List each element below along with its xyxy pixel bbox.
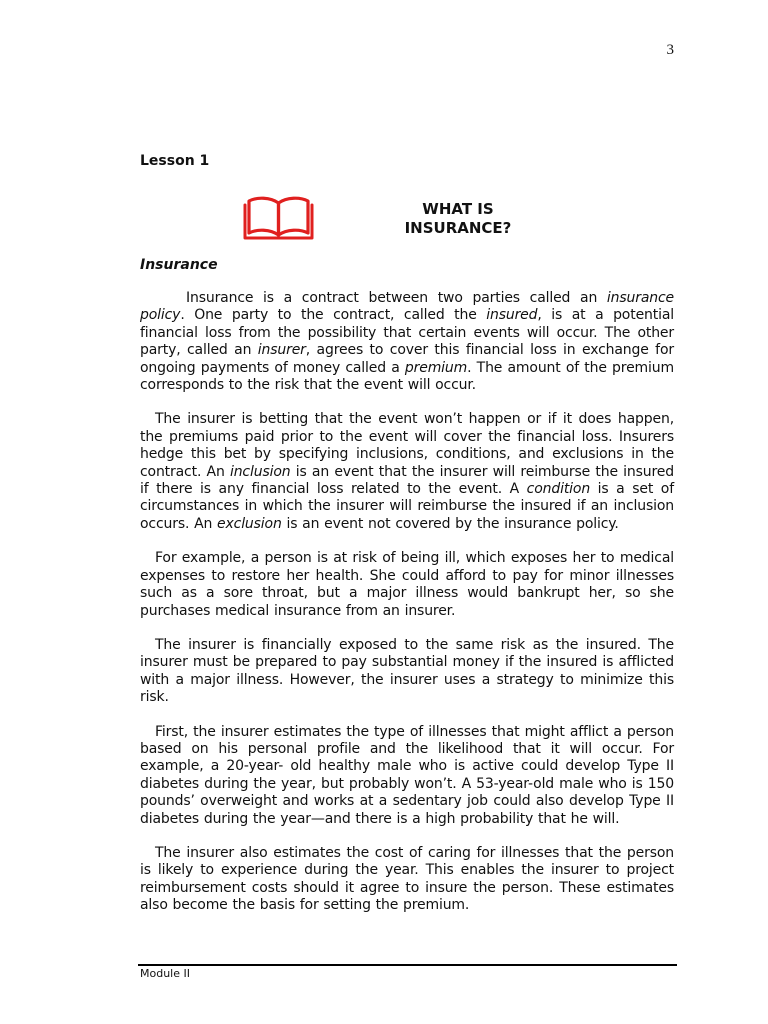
book-icon <box>243 194 314 241</box>
text-run: The insurer also estimates the cost of caring for illnesses that the person is likely to experience during the year. This enables the insurer to project reimbursement costs should it agree to insure the person. These estimates also become the basis for setting the premium. <box>140 844 674 914</box>
paragraph <box>140 290 674 394</box>
footer-label: Module II <box>140 967 190 980</box>
text-run: is a set of circumstances in which the insurer will reimburse the insured if an inclusion occurs. An <box>140 481 674 532</box>
page-title <box>368 200 548 238</box>
emphasized-term: condition <box>526 481 591 498</box>
text-run: Insurance is a contract between two parties called an <box>186 290 607 306</box>
page-number: 3 <box>666 42 674 58</box>
text-run: , agrees to cover this financial loss in exchange for ongoing payments of money called a <box>140 342 674 376</box>
paragraph <box>140 845 674 915</box>
text-run: is an event not covered by the insurance policy. <box>281 515 619 532</box>
title-line: INSURANCE? <box>404 219 512 237</box>
title-line: WHAT IS <box>422 200 494 218</box>
paragraph <box>140 550 674 620</box>
paragraph <box>140 637 674 707</box>
emphasized-term: exclusion <box>217 515 282 532</box>
emphasized-term: insured <box>486 307 538 324</box>
text-run: For example, a person is at risk of being ill, which exposes her to medical expenses to restore her health. She could afford to pay for minor illnesses such as a sore throat, but a major illness would bankrupt her, so she purchases medical insurance from an insurer. <box>140 550 674 619</box>
lesson-label: Lesson 1 <box>140 153 210 169</box>
article-body <box>140 290 674 932</box>
footer-divider <box>138 964 677 966</box>
text-run: First, the insurer estimates the type of illnesses that might afflict a person based on his personal profile and the likelihood that it will occur. For example, a 20-year- old healthy male who is active could develop Type II diabetes during the year, but probably won’t. A 53-year-old male who is 150 pounds’ overweight and works at a sedentary job could also develop Type II diabetes during the year—and there is a high probability that he will. <box>140 723 674 827</box>
text-run: . The amount of the premium corresponds to the risk that the event will occur. <box>140 359 674 394</box>
emphasized-term: insurance policy <box>140 290 674 324</box>
text-run: The insurer is betting that the event won’t happen or if it does happen, the premiums paid prior to the event will cover the financial loss. Insurers hedge this bet by specifying inclusions, conditions, and exclusions in the contract. An <box>140 411 674 480</box>
text-run: . One party to the contract, called the <box>180 307 487 324</box>
emphasized-term: inclusion <box>229 463 291 480</box>
emphasized-term: insurer <box>257 342 306 359</box>
paragraph <box>140 724 674 828</box>
text-run: , is at a potential financial loss from the possibility that certain events will occur. The other party, called an <box>140 307 674 359</box>
emphasized-term: premium <box>404 359 468 376</box>
text-run: is an event that the insurer will reimburse the insured if there is any financial loss related to the event. A <box>140 463 675 498</box>
section-heading: Insurance <box>140 257 218 273</box>
paragraph <box>140 411 674 533</box>
text-run: The insurer is financially exposed to the same risk as the insured. The insurer must be prepared to pay substantial money if the insured is afflicted with a major illness. However, the insurer uses a strategy to minimize this risk. <box>140 636 674 706</box>
